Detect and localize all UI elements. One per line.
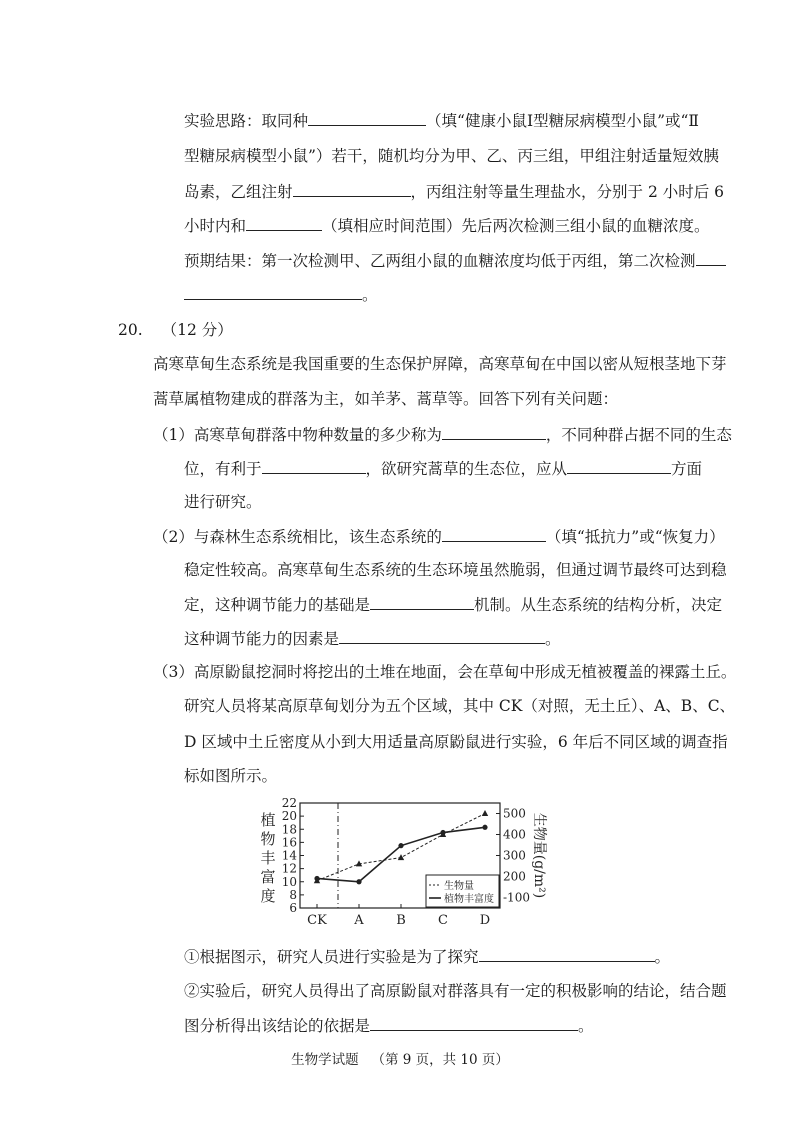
line-part2 bbox=[153, 526, 725, 547]
question-score: （12 分） bbox=[161, 321, 233, 339]
legend-entry: 生物量 bbox=[444, 881, 474, 892]
text-segment: 机制。从生态系统的结构分析，决定 bbox=[474, 596, 723, 614]
answer-blank[interactable] bbox=[442, 424, 546, 440]
text-segment: 图分析得出该结论的依据是 bbox=[184, 1017, 371, 1035]
line-text bbox=[184, 628, 561, 649]
right-tick-label: 500 bbox=[503, 806, 526, 821]
richness-data-point bbox=[356, 879, 361, 884]
text-segment: 。 bbox=[545, 630, 561, 648]
left-tick-label: 22 bbox=[281, 796, 297, 810]
line-text bbox=[184, 458, 702, 479]
text-segment: ，欲研究蒿草的生态位，应从 bbox=[365, 460, 568, 478]
answer-blank[interactable] bbox=[293, 181, 411, 197]
survey-indicator-chart bbox=[250, 795, 560, 945]
answer-blank[interactable] bbox=[567, 458, 671, 474]
text-segment: （1）高寒草甸群落中物种数量的多少称为 bbox=[153, 426, 442, 444]
text-segment: 岛素，乙组注射 bbox=[184, 183, 293, 201]
answer-blank[interactable] bbox=[479, 946, 655, 962]
answer-blank[interactable] bbox=[370, 594, 474, 610]
left-tick-label: 16 bbox=[281, 835, 297, 850]
line-text bbox=[184, 594, 722, 615]
richness-data-point bbox=[482, 825, 487, 830]
line-text bbox=[184, 215, 710, 236]
left-tick-label: 18 bbox=[281, 822, 297, 837]
text-segment: 小时内和 bbox=[184, 217, 247, 235]
right-tick-label: 300 bbox=[503, 848, 526, 863]
left-axis-label-char: 度 bbox=[260, 887, 276, 905]
text-segment: 。 bbox=[654, 948, 671, 966]
left-tick-label: 8 bbox=[289, 887, 297, 902]
line-text bbox=[184, 1015, 594, 1036]
line-part1 bbox=[153, 424, 732, 445]
right-tick-label: 200 bbox=[503, 869, 526, 884]
line-text: 蒿草属植物建成的群落为主，如羊茅、蒿草等。回答下列有关问题： bbox=[153, 390, 619, 408]
text-segment: ，不同种群占据不同的生态 bbox=[545, 426, 732, 444]
line-text: 标如图所示。 bbox=[184, 767, 278, 785]
left-tick-label: 20 bbox=[281, 809, 297, 824]
text-segment: 实验思路：取同种 bbox=[184, 112, 309, 130]
richness-data-point bbox=[398, 843, 403, 848]
answer-blank[interactable] bbox=[370, 1015, 578, 1031]
line-part3: （3）高原鼢鼠挖洞时将挖出的土堆在地面，会在草甸中形成无植被覆盖的裸露土丘。 bbox=[153, 663, 737, 681]
question-header bbox=[118, 320, 233, 340]
right-tick-label: 400 bbox=[503, 827, 526, 842]
left-axis-label-char: 丰 bbox=[260, 849, 276, 867]
answer-blank[interactable] bbox=[184, 284, 362, 300]
line-text: D 区域中土丘密度从小到大用适量高原鼢鼠进行实验，6 年后不同区域的调查指 bbox=[184, 733, 728, 751]
question-number: 20. bbox=[118, 321, 143, 339]
text-segment: ①根据图示，研究人员进行实验是为了探究 bbox=[184, 948, 479, 966]
line-text: 进行研究。 bbox=[184, 493, 262, 511]
answer-blank[interactable] bbox=[442, 526, 546, 542]
richness-data-point bbox=[440, 830, 445, 835]
left-tick-label: 12 bbox=[281, 861, 297, 876]
x-tick-label: D bbox=[479, 913, 491, 928]
text-segment: （2）与森林生态系统相比，该生态系统的 bbox=[153, 528, 442, 546]
line-text: 稳定性较高。高寒草甸生态系统的生态环境虽然脆弱，但通过调节最终可达到稳 bbox=[184, 561, 727, 579]
line-subq1 bbox=[184, 946, 670, 967]
line-text: 研究人员将某高原草甸划分为五个区域，其中 CK（对照，无土丘）、A、B、C、 bbox=[184, 697, 736, 715]
left-tick-label: 6 bbox=[289, 901, 297, 915]
line-text: 高寒草甸生态系统是我国重要的生态保护屏障，高寒草甸在中国以密从短根茎地下芽 bbox=[153, 355, 727, 373]
text-segment: 。 bbox=[362, 286, 378, 304]
x-tick-label: C bbox=[438, 913, 448, 928]
text-segment: 预期结果：第一次检测甲、乙两组小鼠的血糖浓度均低于丙组，第二次检测 bbox=[184, 252, 696, 270]
line-text: 型糖尿病模型小鼠”）若干，随机均分为甲、乙、丙三组，甲组注射适量短效胰 bbox=[184, 147, 719, 165]
text-segment: （填“抵抗力”或“恢复力） bbox=[545, 528, 725, 546]
page-footer bbox=[0, 1048, 800, 1068]
biomass-data-point bbox=[398, 854, 404, 860]
line-text bbox=[184, 284, 378, 305]
richness-data-point bbox=[314, 876, 319, 881]
right-tick-label: -100 bbox=[503, 890, 530, 905]
text-segment: （填“健康小鼠Ⅰ型糖尿病模型小鼠”或“Ⅱ bbox=[426, 112, 699, 130]
line-text bbox=[184, 181, 724, 202]
line-experiment-idea bbox=[184, 110, 699, 131]
text-segment: 位，有利于 bbox=[184, 460, 262, 478]
biomass-data-point bbox=[482, 810, 488, 816]
text-segment: （填相应时间范围）先后两次检测三组小鼠的血糖浓度。 bbox=[322, 217, 710, 235]
left-axis-label-char: 物 bbox=[260, 830, 276, 848]
answer-blank[interactable] bbox=[696, 250, 726, 266]
answer-blank[interactable] bbox=[308, 110, 426, 126]
legend-entry: 植物丰富度 bbox=[444, 894, 494, 905]
answer-blank[interactable] bbox=[246, 215, 322, 231]
text-segment: 方面 bbox=[671, 460, 703, 478]
footer-subject: 生物学试题 bbox=[291, 1052, 359, 1068]
x-tick-label: B bbox=[396, 913, 406, 928]
right-axis-label: 生物量(g/m²) bbox=[531, 812, 547, 899]
line-subq2: ②实验后，研究人员得出了高原鼢鼠对群落具有一定的积极影响的结论，结合题 bbox=[184, 982, 727, 1000]
left-tick-label: 14 bbox=[281, 848, 297, 863]
left-axis-label-char: 富 bbox=[260, 868, 276, 886]
x-tick-label: A bbox=[354, 913, 364, 928]
answer-blank[interactable] bbox=[339, 628, 545, 644]
text-segment: 定，这种调节能力的基础是 bbox=[184, 596, 371, 614]
left-tick-label: 10 bbox=[281, 874, 297, 889]
left-axis-label-char: 植 bbox=[260, 811, 276, 829]
line-expected-result bbox=[184, 250, 726, 271]
text-segment: 这种调节能力的因素是 bbox=[184, 630, 340, 648]
text-segment: ，丙组注射等量生理盐水，分别于 2 小时后 6 bbox=[410, 183, 725, 201]
text-segment: 。 bbox=[578, 1017, 594, 1035]
x-tick-label: CK bbox=[307, 913, 327, 928]
answer-blank[interactable] bbox=[262, 458, 366, 474]
footer-page: （第 9 页，共 10 页） bbox=[371, 1052, 509, 1068]
